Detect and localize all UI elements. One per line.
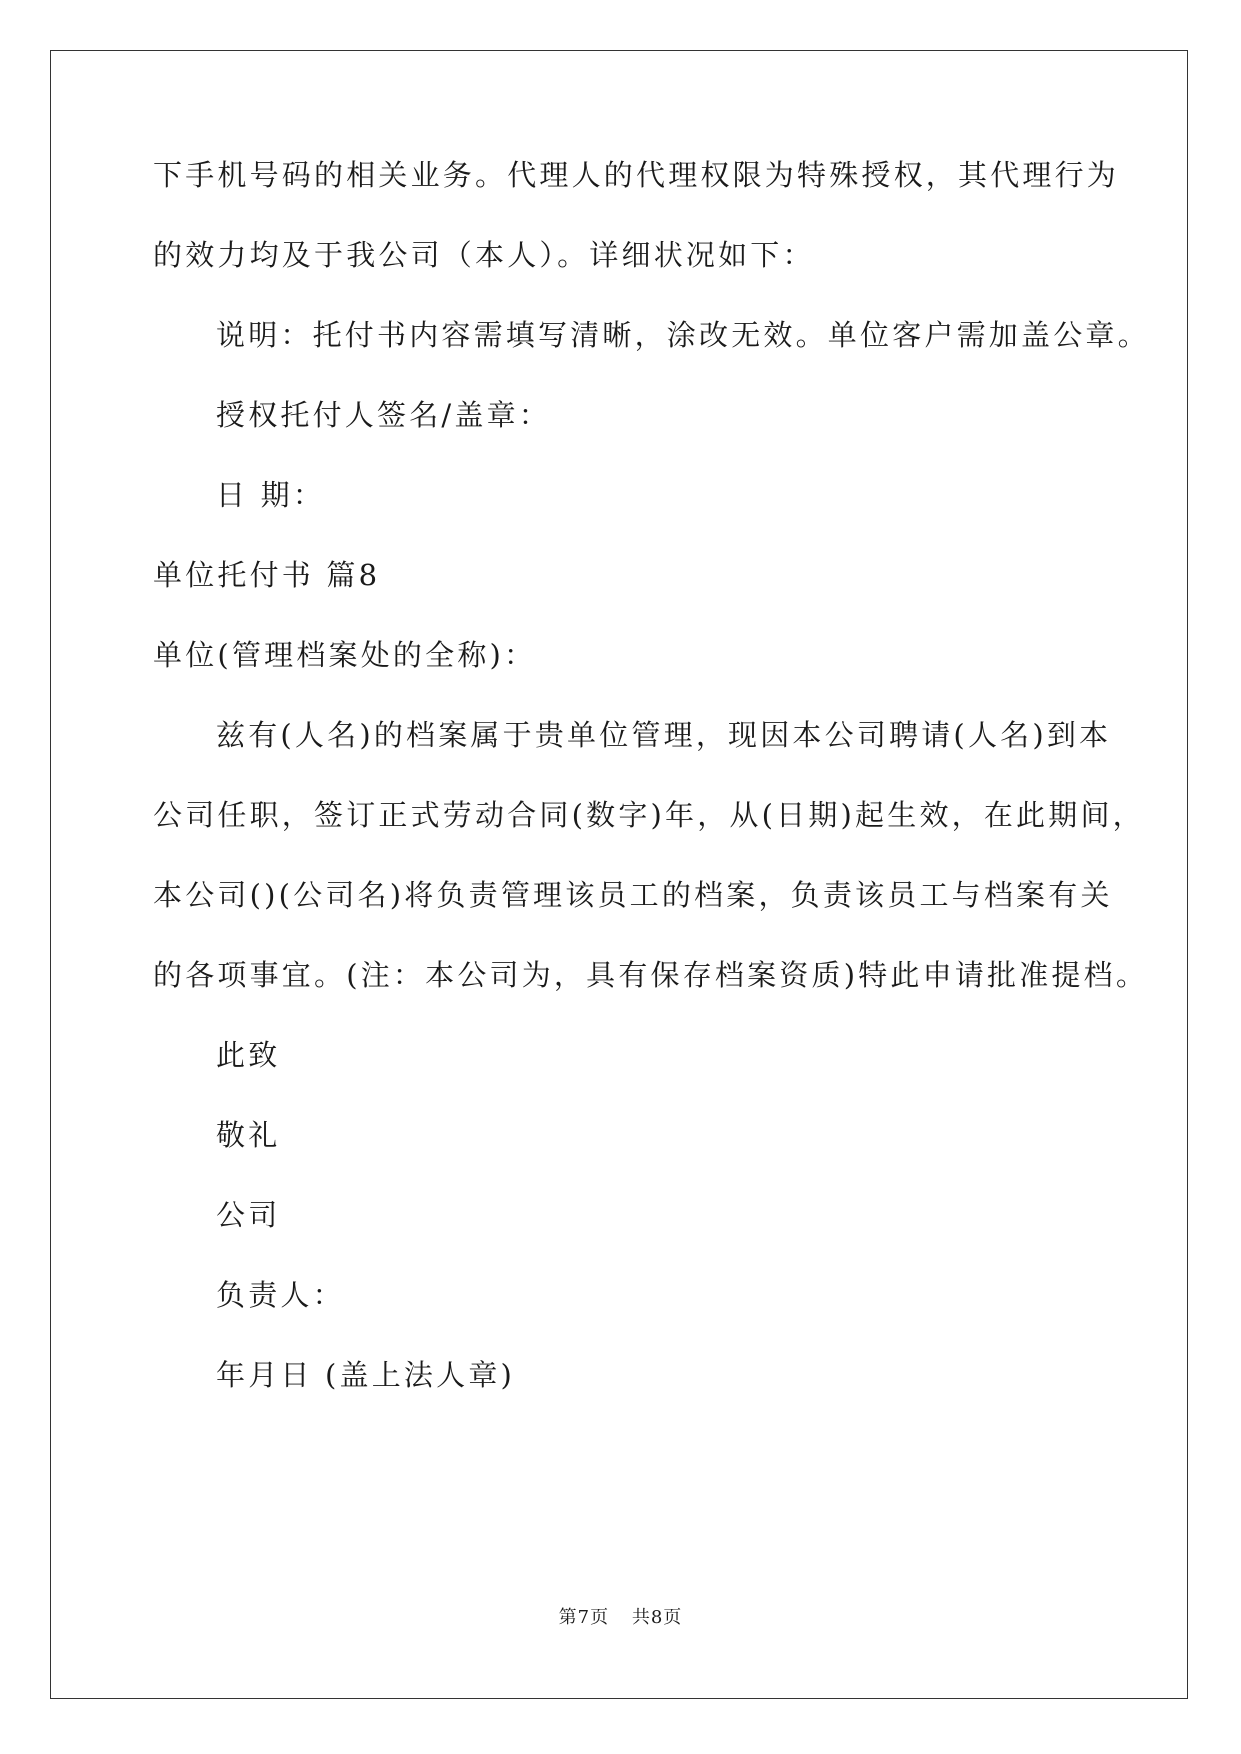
section-heading: 单位托付书 篇8 bbox=[153, 558, 381, 592]
closing-line-2: 敬礼 bbox=[216, 1118, 281, 1152]
note-line: 说明：托付书内容需填写清晰，涂改无效。单位客户需加盖公章。 bbox=[216, 318, 1150, 352]
body-line-1: 下手机号码的相关业务。代理人的代理权限为特殊授权，其代理行为 bbox=[153, 158, 1120, 192]
body-line-6: 的各项事宜。(注：本公司为，具有保存档案资质)特此申请批准提档。 bbox=[153, 958, 1149, 992]
body-line-4: 公司任职，签订正式劳动合同(数字)年，从(日期)起生效，在此期间， bbox=[153, 798, 1145, 832]
closing-line-1: 此致 bbox=[216, 1038, 281, 1072]
page-footer bbox=[0, 1606, 1241, 1630]
body-line-2: 的效力均及于我公司（本人）。详细状况如下： bbox=[153, 238, 815, 272]
body-line-3: 兹有(人名)的档案属于贵单位管理，现因本公司聘请(人名)到本 bbox=[216, 718, 1112, 752]
seal-date-line: 年月日 (盖上法人章) bbox=[216, 1358, 516, 1392]
responsible-person-line: 负责人： bbox=[216, 1278, 345, 1312]
page-number-total: 共8页 bbox=[631, 1607, 683, 1628]
company-line: 公司 bbox=[216, 1198, 281, 1232]
signature-line: 授权托付人签名/盖章： bbox=[216, 398, 551, 432]
addressee-line: 单位(管理档案处的全称)： bbox=[153, 638, 537, 672]
page-number-current: 第7页 bbox=[558, 1607, 610, 1628]
date-line: 日 期： bbox=[216, 478, 326, 512]
body-line-5: 本公司()(公司名)将负责管理该员工的档案，负责该员工与档案有关 bbox=[153, 878, 1113, 912]
